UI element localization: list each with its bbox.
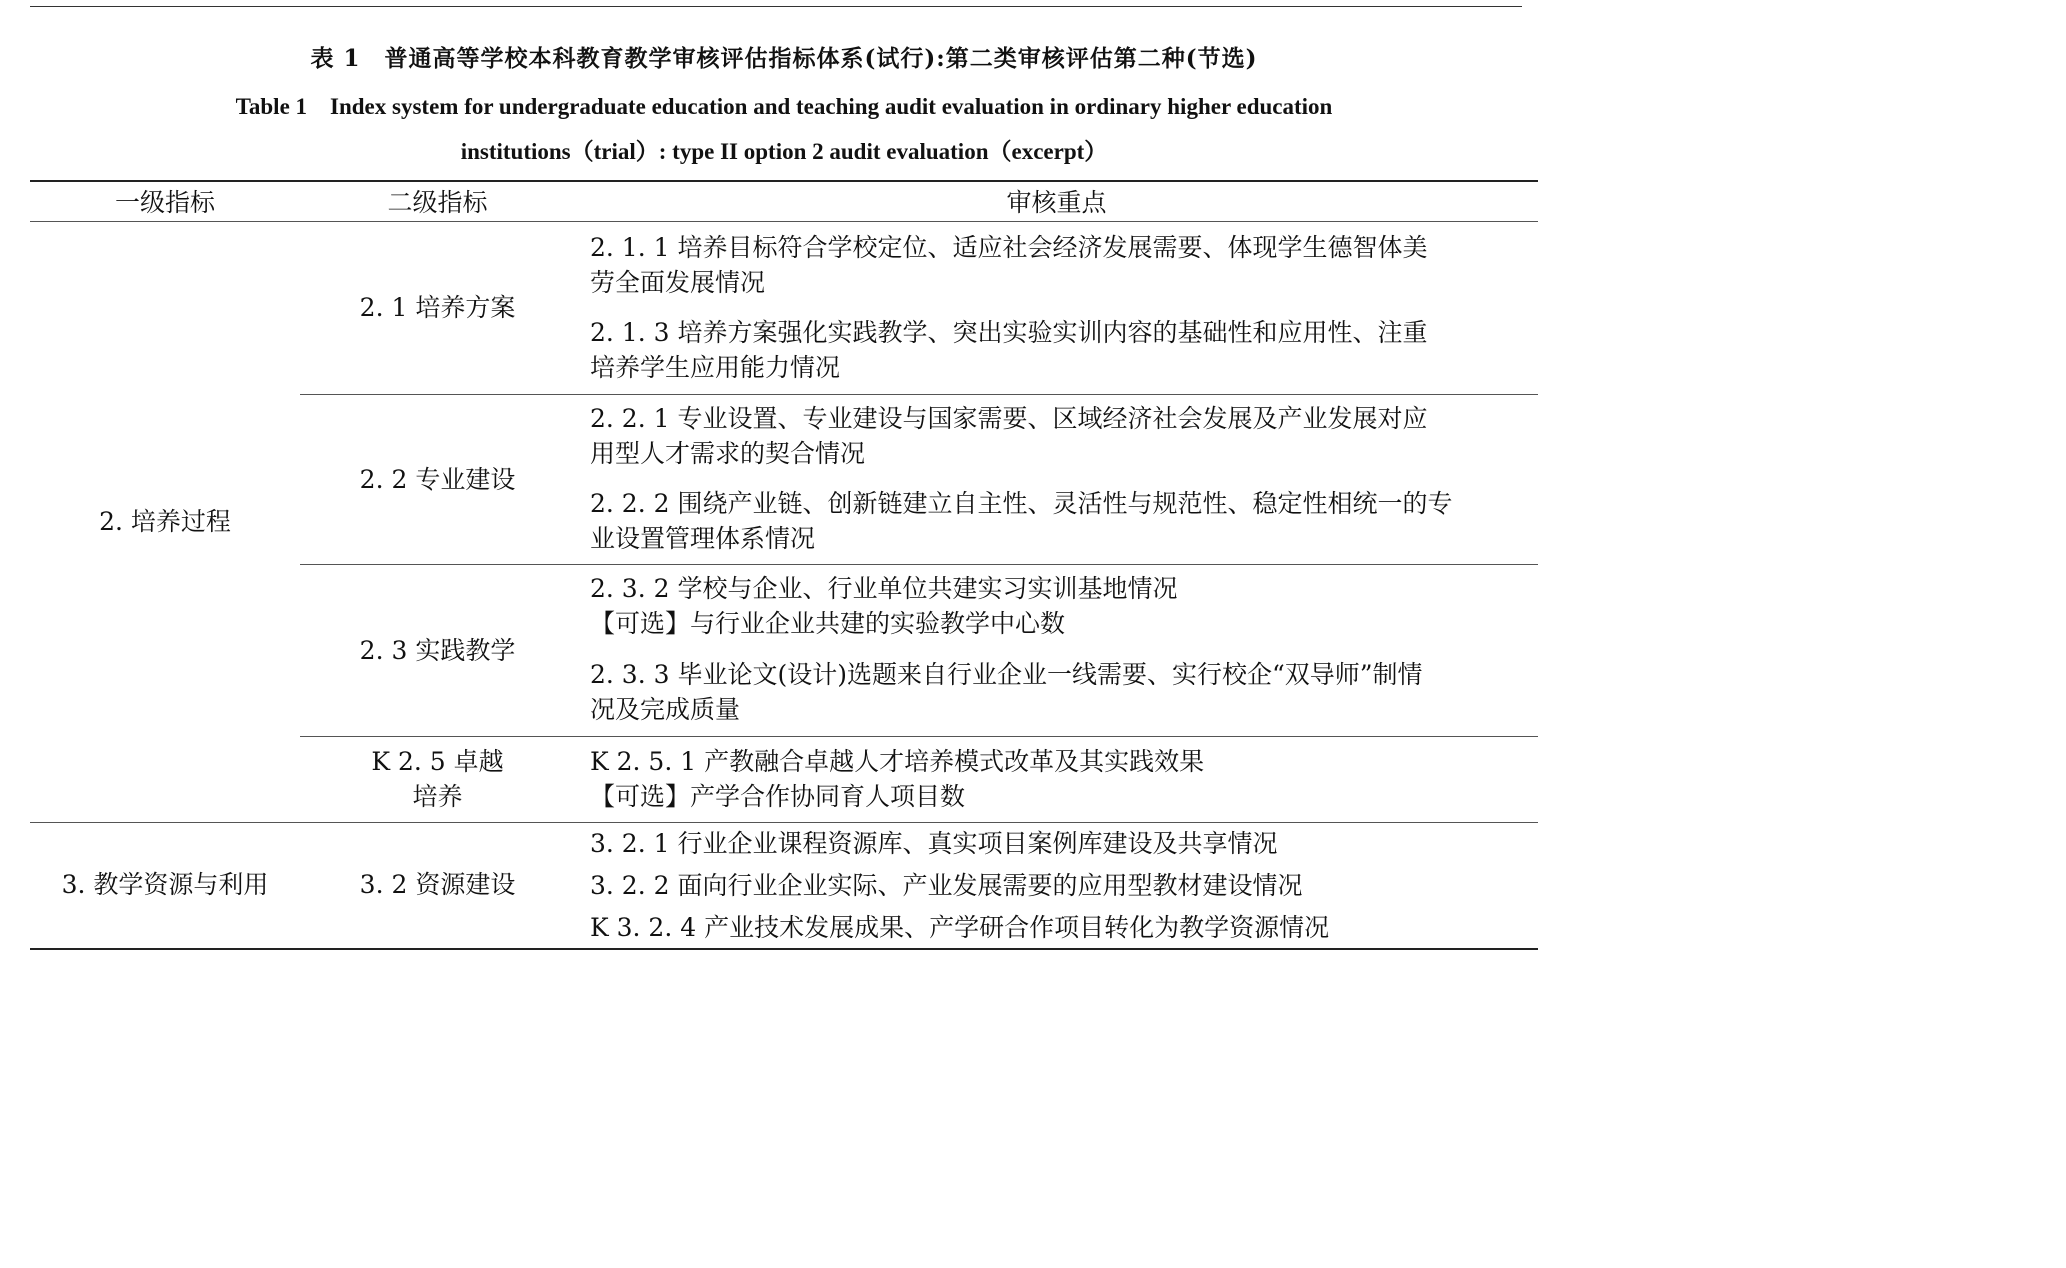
level1-cultivation-process: 2. 培养过程 — [99, 507, 231, 536]
row-divider-3 — [30, 822, 1538, 823]
audit-point-2-2-1: 2. 2. 1 专业设置、专业建设与国家需要、区域经济社会发展及产业发展对应 用型人才需求的契合情况 — [590, 404, 1428, 468]
row-divider-2-3 — [300, 564, 1538, 565]
audit-point-2-3-2: 2. 3. 2 学校与企业、行业单位共建实习实训基地情况 【可选】与行业企业共建的实验教学中心数 — [590, 574, 1178, 638]
audit-point-3-2-2: 3. 2. 2 面向行业企业实际、产业发展需要的应用型教材建设情况 — [590, 871, 1303, 900]
table-caption-en-line2: institutions（trial）: type II option 2 audit evaluation（excerpt） — [460, 139, 1108, 164]
top-rule — [30, 6, 1522, 7]
header-level1: 一级指标 — [114, 188, 215, 217]
audit-point-k2-5-1: K 2. 5. 1 产教融合卓越人才培养模式改革及其实践效果 【可选】产学合作协同育人项目数 — [590, 747, 1205, 811]
table-bottom-rule — [30, 948, 1538, 950]
level2-resource-construction: 3. 2 资源建设 — [359, 870, 516, 899]
header-audit-focus: 审核重点 — [1006, 188, 1107, 217]
table-top-rule — [30, 180, 1538, 182]
audit-point-3-2-1: 3. 2. 1 行业企业课程资源库、真实项目案例库建设及共享情况 — [590, 829, 1278, 858]
audit-point-2-1-3: 2. 1. 3 培养方案强化实践教学、突出实验实训内容的基础性和应用性、注重 培养学生应用能力情况 — [590, 318, 1428, 382]
row-divider-k2-5 — [300, 736, 1538, 737]
audit-point-2-3-3: 2. 3. 3 毕业论文(设计)选题来自行业企业一线需要、实行校企“双导师”制情 况及完成质量 — [590, 660, 1423, 724]
level2-excellence-line1: K 2. 5 卓越 — [371, 747, 504, 776]
row-divider-2-2 — [300, 394, 1538, 395]
level1-teaching-resources: 3. 教学资源与利用 — [61, 870, 269, 899]
level2-major-construction: 2. 2 专业建设 — [359, 465, 516, 494]
audit-point-2-2-2: 2. 2. 2 围绕产业链、创新链建立自主性、灵活性与规范性、稳定性相统一的专 业设置管理体系情况 — [590, 489, 1453, 553]
level2-practical-teaching: 2. 3 实践教学 — [359, 636, 516, 665]
audit-point-2-1-1: 2. 1. 1 培养目标符合学校定位、适应社会经济发展需要、体现学生德智体美 劳全面发展情况 — [590, 233, 1428, 297]
audit-point-k3-2-4: K 3. 2. 4 产业技术发展成果、产学研合作项目转化为教学资源情况 — [590, 913, 1330, 942]
level2-excellence-line2: 培养 — [412, 782, 463, 811]
table-caption-en-line1: Table 1 Index system for undergraduate education and teaching audit evaluation in ordinary higher education — [235, 94, 1333, 119]
header-rule — [30, 221, 1538, 222]
level2-excellence-cultivation — [300, 744, 575, 814]
level2-training-program: 2. 1 培养方案 — [359, 293, 516, 322]
header-level2: 二级指标 — [387, 188, 488, 217]
table-caption-zh: 表 1 普通高等学校本科教育教学审核评估指标体系(试行):第二类审核评估第二种(节选) — [310, 45, 1258, 72]
